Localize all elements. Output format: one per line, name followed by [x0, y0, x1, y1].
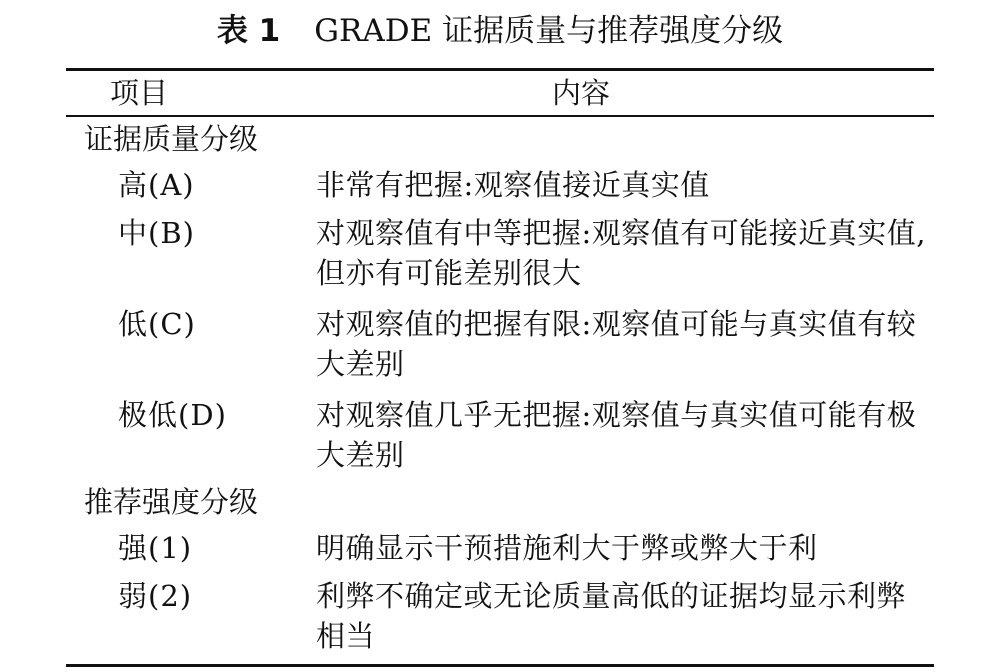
row-content: 明确显示干预措施利大于弊或弊大于利	[316, 531, 818, 565]
group-title: 推荐强度分级	[84, 485, 259, 519]
bottom-rule	[66, 664, 934, 667]
top-rule	[66, 68, 934, 71]
row-label: 极低(D)	[118, 398, 227, 432]
row-label: 低(C)	[118, 307, 196, 341]
row-label: 强(1)	[118, 531, 193, 565]
row-content: 非常有把握:观察值接近真实值	[316, 168, 710, 202]
table-header	[66, 72, 934, 114]
table-caption	[0, 10, 1000, 52]
row-content: 利弊不确定或无论质量高低的证据均显示利弊相当	[316, 579, 907, 653]
header-item: 项目	[110, 76, 169, 110]
row-label: 弱(2)	[118, 579, 193, 613]
header-rule	[66, 115, 934, 117]
header-content: 内容	[552, 76, 611, 110]
row-label: 高(A)	[118, 168, 195, 202]
row-content: 对观察值有中等把握:观察值有可能接近真实值,但亦有可能差别很大	[316, 216, 926, 290]
table-number: 表 1	[216, 13, 281, 49]
table-title: GRADE 证据质量与推荐强度分级	[314, 13, 784, 49]
group-title: 证据质量分级	[84, 122, 259, 156]
row-content: 对观察值的把握有限:观察值可能与真实值有较大差别	[316, 307, 917, 381]
row-label: 中(B)	[118, 216, 195, 250]
row-content: 对观察值几乎无把握:观察值与真实值可能有极大差别	[316, 398, 917, 472]
